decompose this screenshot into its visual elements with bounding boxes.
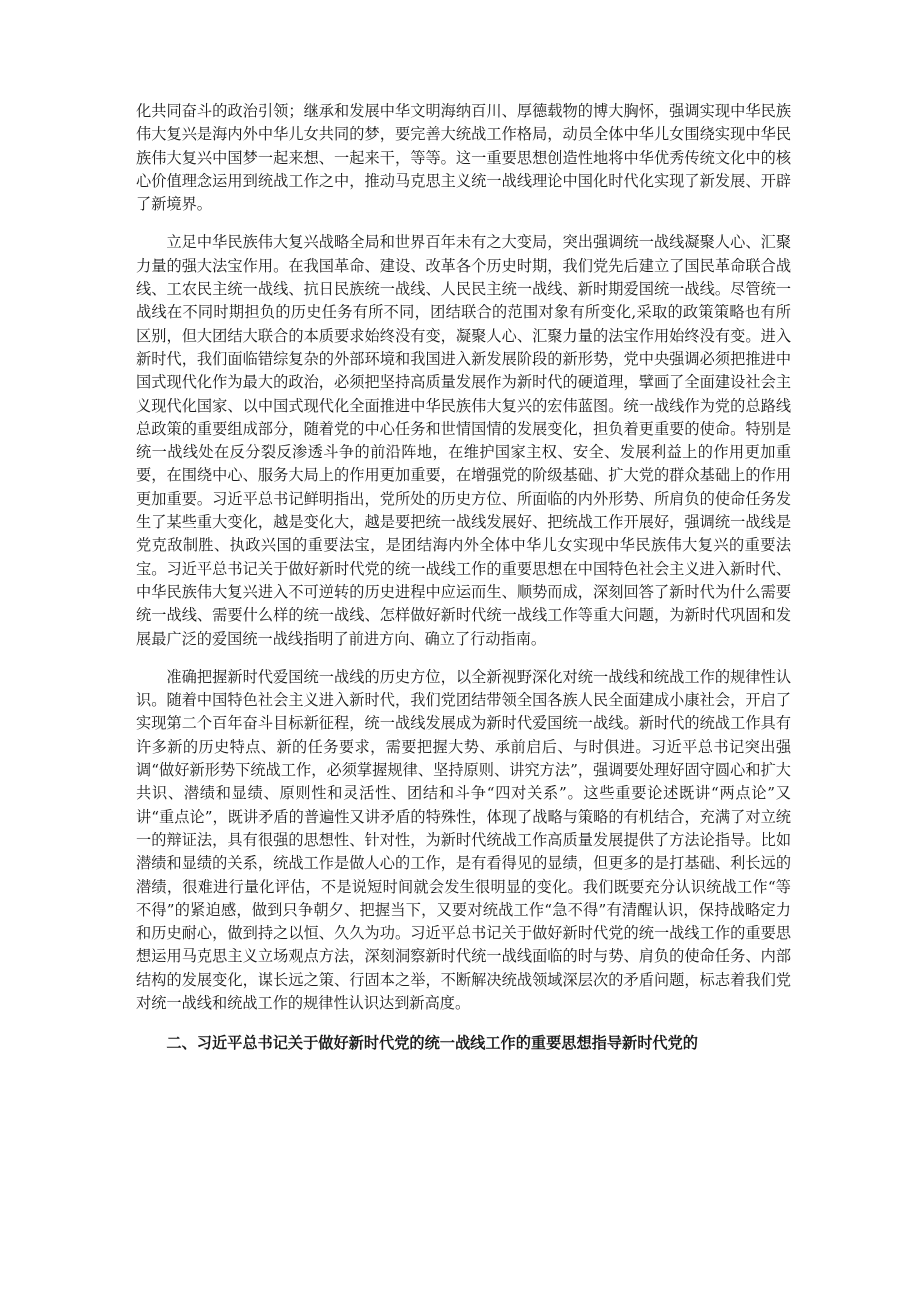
paragraph-historical-position: 准确把握新时代爱国统一战线的历史方位，以全新视野深化对统一战线和统战工作的规律性认识。随着中国特色社会主义进入新时代，我们党团结带领全国各族人民全面建成小康社会，开启了实现第二个百年奋斗目标新征程，统一战线发展成为新时代爱国统一战线。新时代的统战工作具有许多新的历史特点、新的任务要求，需要把握大势、承前启后、与时俱进。习近平总书记突出强调“做好新形势下统战工作，必须掌握规律、坚持原则、讲究方法”，强调要处理好固守圆心和扩大共识、潜绩和显绩、原则性和灵活性、团结和斗争“四对关系”。这些重要论述既讲“两点论”又讲“重点论”，既讲矛盾的普遍性又讲矛盾的特殊性，体现了战略与策略的有机结合，充满了对立统一的辩证法，具有很强的思想性、针对性，为新时代统战工作高质量发展提供了方法论指导。比如潜绩和显绩的关系，统战工作是做人心的工作，是有看得见的显绩，但更多的是打基础、利长远的潜绩，很难进行量化评估，不是说短时间就会发生很明显的变化。我们既要充分认识统战工作“等不得”的紧迫感，做到只争朝夕、把握当下，又要对统战工作“急不得”有清醒认识，保持战略定力和历史耐心，做到持之以恒、久久为功。习近平总书记关于做好新时代党的统一战线工作的重要思想运用马克思主义立场观点方法，深刻洞察新时代统一战线面临的时与势、肩负的使命任务、内部结构的发展变化，谋长远之策、行固本之举，不断解决统战领域深层次的矛盾问题，标志着我们党对统一战线和统战工作的规律性认识达到新高度。 <box>136 667 791 1012</box>
document-body <box>136 100 791 1056</box>
paragraph-united-front-role: 立足中华民族伟大复兴战略全局和世界百年未有之大变局，突出强调统一战线凝聚人心、汇聚力量的强大法宝作用。在我国革命、建设、改革各个历史时期，我们党先后建立了国民革命联合战线、工农民主统一战线、抗日民族统一战线、人民民主统一战线、新时期爱国统一战线。尽管统一战线在不同时期担负的历史任务有所不同，团结联合的范围对象有所变化,采取的政策策略也有所区别，但大团结大联合的本质要求始终没有变，凝聚人心、汇聚力量的法宝作用始终没有变。进入新时代，我们面临错综复杂的外部环境和我国进入新发展阶段的新形势，党中央强调必须把推进中国式现代化作为最大的政治，必须把坚持高质量发展作为新时代的硬道理，擘画了全面建设社会主义现代化国家、以中国式现代化全面推进中华民族伟大复兴的宏伟蓝图。统一战线作为党的总路线总政策的重要组成部分，随着党的中心任务和世情国情的发展变化，担负着更重要的使命。特别是统一战线处在反分裂反渗透斗争的前沿阵地，在维护国家主权、安全、发展利益上的作用更加重要，在围绕中心、服务大局上的作用更加重要，在增强党的阶级基础、扩大党的群众基础上的作用更加重要。习近平总书记鲜明指出，党所处的历史方位、所面临的内外形势、所肩负的使命任务发生了某些重大变化，越是变化大，越是要把统一战线发展好、把统战工作开展好，强调统一战线是党克敌制胜、执政兴国的重要法宝，是团结海内外全体中华儿女实现中华民族伟大复兴的重要法宝。习近平总书记关于做好新时代党的统一战线工作的重要思想在中国特色社会主义进入新时代、中华民族伟大复兴进入不可逆转的历史进程中应运而生、顺势而成，深刻回答了新时代为什么需要统一战线、需要什么样的统一战线、怎样做好新时代统一战线工作等重大问题，为新时代巩固和发展最广泛的爱国统一战线指明了前进方向、确立了行动指南。 <box>136 233 791 648</box>
paragraph-continuation: 化共同奋斗的政治引领；继承和发展中华文明海纳百川、厚德载物的博大胸怀，强调实现中华民族伟大复兴是海内外中华儿女共同的梦，要完善大统战工作格局，动员全体中华儿女围绕实现中华民族伟大复兴中国梦一起来想、一起来干，等等。这一重要思想创造性地将中华优秀传统文化中的核心价值理念运用到统战工作之中，推动马克思主义统一战线理论中国化时代化实现了新发展、开辟了新境界。 <box>136 102 791 214</box>
section-heading: 二、习近平总书记关于做好新时代党的统一战线工作的重要思想指导新时代党的 <box>166 1034 698 1053</box>
